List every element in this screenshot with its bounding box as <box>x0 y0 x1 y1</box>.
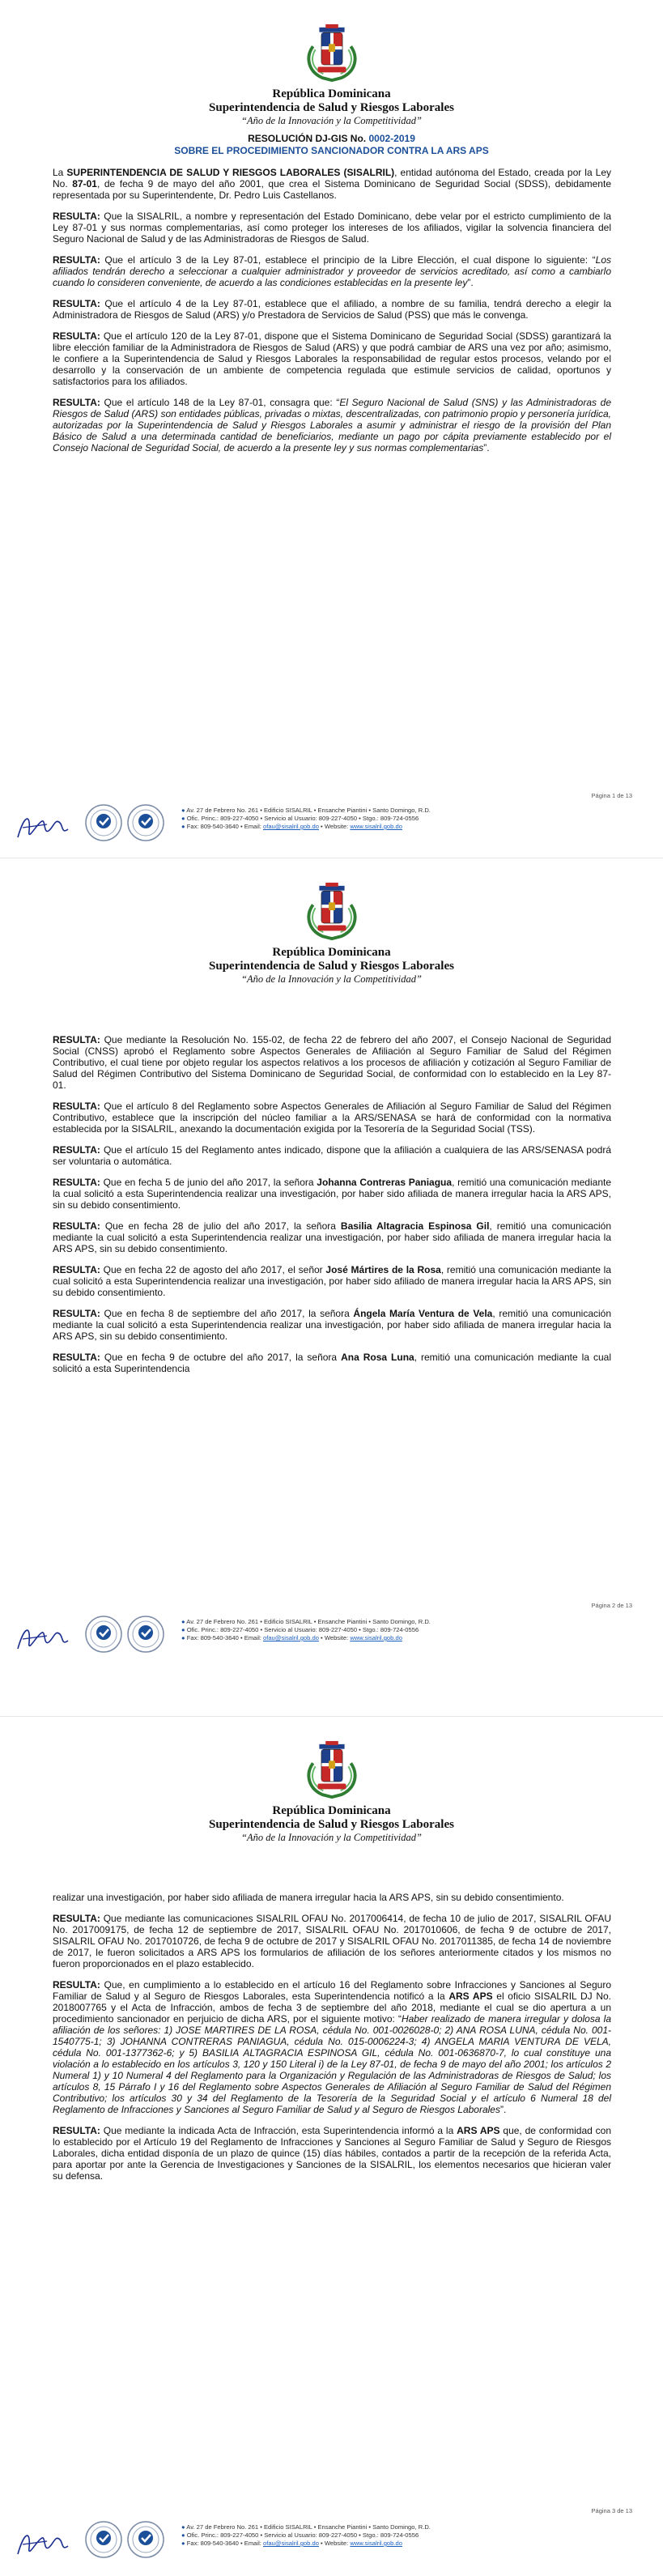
contact-info: ● Av. 27 de Febrero No. 261 • Edificio SISALRIL • Ensanche Piantini • Santo Domingo, R.D. ● Ofic. Princ.: 809-227-4050 • Servicio al Usuario: 809-227-4050 • Stgo.: 809-724-0556 ● Fax: 809-540-3640 • Email: ofau@sisalril.gob.do • Website: www.sisalril.gob.do <box>181 1618 431 1641</box>
resolution-title <box>0 133 663 157</box>
coat-of-arms-icon <box>301 881 363 941</box>
page-body <box>53 1034 611 1384</box>
agency-name: Superintendencia de Salud y Riesgos Laborales <box>209 101 454 114</box>
document-page-1 <box>0 0 663 858</box>
iqnet-seal-icon <box>126 803 165 842</box>
footer-phones: Ofic. Princ.: 809-227-4050 • Servicio al Usuario: 809-227-4050 • Stgo.: 809-724-0556 <box>186 2531 419 2539</box>
year-motto: “Año de la Innovación y la Competitividad” <box>241 973 422 985</box>
signature-icon <box>15 2523 71 2564</box>
website-link[interactable]: www.sisalril.gob.do <box>350 2540 402 2547</box>
contact-info: ● Av. 27 de Febrero No. 261 • Edificio SISALRIL • Ensanche Piantini • Santo Domingo, R.D. ● Ofic. Princ.: 809-227-4050 • Servicio al Usuario: 809-227-4050 • Stgo.: 809-724-0556 ● Fax: 809-540-3640 • Email: ofau@sisalril.gob.do • Website: www.sisalril.gob.do <box>181 2523 431 2547</box>
website-link[interactable]: www.sisalril.gob.do <box>350 1634 402 1641</box>
republic-name: República Dominicana <box>272 1804 391 1817</box>
certification-seal-icon <box>84 1615 123 1654</box>
paragraph: RESULTA: Que en fecha 5 de junio del año 2017, la señora Johanna Contreras Paniagua, remitió una comunicación mediante la cual solicitó a esta Superintendencia realizar una investigación, por haber sido afiliada de manera irregular hacia la ARS APS, sin su debido consentimiento. <box>53 1177 611 1211</box>
website-link[interactable]: www.sisalril.gob.do <box>350 823 402 830</box>
footer-phones: Ofic. Princ.: 809-227-4050 • Servicio al Usuario: 809-227-4050 • Stgo.: 809-724-0556 <box>186 1626 419 1633</box>
certification-seal-icon <box>84 803 123 842</box>
page-header <box>0 23 663 127</box>
page-number: Página 3 de 13 <box>591 2507 632 2514</box>
page-header <box>0 1739 663 1844</box>
document-page-2 <box>0 858 663 1717</box>
iqnet-seal-icon <box>126 1615 165 1654</box>
paragraph: RESULTA: Que el artículo 4 de la Ley 87-01, establece que el afiliado, a nombre de su familia, tendrá derecho a elegir la Administradora de Riesgos de Salud (ARS) y/o Prestadora de Servicios de Salud (PSS) que más le convenga. <box>53 298 611 321</box>
page-body <box>53 167 611 463</box>
paragraph: RESULTA: Que la SISALRIL, a nombre y representación del Estado Dominicano, debe velar por el estricto cumplimiento de la Ley 87-01 y sus normas complementarias, así como proteger los intereses de los afiliados, vigilar la solvencia financiera del Seguro Nacional de Salud y de las Administradoras de Riesgos de Salud. <box>53 211 611 245</box>
signature-icon <box>15 1618 71 1658</box>
footer-fax: Fax: 809-540-3640 • Email: <box>186 823 261 830</box>
page-body <box>53 1892 611 2191</box>
paragraph: RESULTA: Que mediante las comunicaciones SISALRIL OFAU No. 2017006414, de fecha 10 de julio de 2017, SISALRIL OFAU No. 2017009175, de fecha 12 de septiembre de 2017, SISALRIL OFAU No. 2017010606, de fecha 9 de octubre de 2017, SISALRIL OFAU No. 2017010726, de fecha 9 de octubre de 2017 y SISALRIL OFAU No. 2017011385, de fecha 14 de noviembre de 2017, le fueron solicitados a ARS APS los formularios de afiliación de los señores anteriormente citados y los mismos no fueron proporcionados en el plazo establecido. <box>53 1913 611 1969</box>
website-label: • Website: <box>321 823 349 830</box>
paragraph: RESULTA: Que el artículo 148 de la Ley 87-01, consagra que: “El Seguro Nacional de Salud (SNS) y las Administradoras de Riesgos de Salud (ARS) son entidades públicas, privadas o mixtas, descentralizadas, con patrimonio propio y personería jurídica, autorizadas por la Superintendencia de Salud y Riesgos Laborales a asumir y administrar el riesgo de la provisión del Plan Básico de Salud a una determinada cantidad de beneficiarios, mediante un pago por cápita previamente establecido por el Consejo Nacional de Seguridad Social, de acuerdo a la presente ley y sus normas complementarias”. <box>53 397 611 453</box>
footer-fax: Fax: 809-540-3640 • Email: <box>186 2540 261 2547</box>
paragraph: RESULTA: Que en fecha 9 de octubre del año 2017, la señora Ana Rosa Luna, remitió una comunicación mediante la cual solicitó a esta Superintendencia <box>53 1352 611 1374</box>
paragraph: realizar una investigación, por haber sido afiliada de manera irregular hacia la ARS APS, sin su debido consentimiento. <box>53 1892 564 1903</box>
page-number: Página 2 de 13 <box>591 1602 632 1609</box>
paragraph: RESULTA: Que mediante la indicada Acta de Infracción, esta Superintendencia informó a la ARS APS que, de conformidad con lo establecido por el Artículo 19 del Reglamento de Infracciones y Sanciones al Seguro Familiar de Salud y Seguro de Riesgos Laborales, dicha entidad disponía de un plazo de quince (15) días hábiles, contados a partir de la recepción de la referida Acta, para aportar por ante la Gerencia de Investigaciones y Sanciones de la SISALRIL, los elementos necesarios que hicieran valer su defensa. <box>53 2125 612 2182</box>
paragraph: RESULTA: Que el artículo 8 del Reglamento sobre Aspectos Generales de Afiliación al Seguro Familiar de Salud del Régimen Contributivo, establece que la inscripción del núcleo familiar a la ARS/SENASA se hará de conformidad con la normativa establecida por la SISALRIL, anexando la documentación exigida por la Tesorería de la Seguridad Social (TSS). <box>53 1101 611 1135</box>
email-link[interactable]: ofau@sisalril.gob.do <box>263 823 319 830</box>
coat-of-arms-icon <box>301 23 363 83</box>
paragraph: RESULTA: Que el artículo 3 de la Ley 87-01, establece el principio de la Libre Elección, el cual dispone lo siguiente: “Los afiliados tendrán derecho a seleccionar a cualquier administrador y proveedor de servicios acreditado, así como a cambiarlo cuando lo consideren conveniente, de acuerdo a las condiciones establecidas en la presente ley”. <box>53 254 611 288</box>
page-footer <box>0 1610 663 1667</box>
year-motto: “Año de la Innovación y la Competitividad” <box>241 1832 422 1843</box>
website-label: • Website: <box>321 2540 349 2547</box>
footer-address: Av. 27 de Febrero No. 261 • Edificio SISALRIL • Ensanche Piantini • Santo Domingo, R.D. <box>186 1618 431 1625</box>
contact-info: ● Av. 27 de Febrero No. 261 • Edificio SISALRIL • Ensanche Piantini • Santo Domingo, R.D. ● Ofic. Princ.: 809-227-4050 • Servicio al Usuario: 809-227-4050 • Stgo.: 809-724-0556 ● Fax: 809-540-3640 • Email: ofau@sisalril.gob.do • Website: www.sisalril.gob.do <box>181 807 431 830</box>
page-number: Página 1 de 13 <box>591 792 632 799</box>
website-label: • Website: <box>321 1634 349 1641</box>
document-page-3 <box>0 1717 663 2575</box>
email-link[interactable]: ofau@sisalril.gob.do <box>263 2540 319 2547</box>
certification-seal-icon <box>84 2520 123 2559</box>
signature-icon <box>15 807 71 847</box>
agency-name: Superintendencia de Salud y Riesgos Laborales <box>209 1818 454 1831</box>
paragraph: La SUPERINTENDENCIA DE SALUD Y RIESGOS LABORALES (SISALRIL), entidad autónoma del Estado, creada por la Ley No. 87-01, de fecha 9 de mayo del año 2001, que crea el Sistema Dominicano de Seguridad Social (SDSS), debidamente representada por su Superintendente, Dr. Pedro Luis Castellanos. <box>53 167 612 201</box>
resolution-number: 0002-2019 <box>368 133 415 144</box>
coat-of-arms-icon <box>301 1739 363 1799</box>
year-motto: “Año de la Innovación y la Competitividad” <box>241 115 422 126</box>
footer-phones: Ofic. Princ.: 809-227-4050 • Servicio al Usuario: 809-227-4050 • Stgo.: 809-724-0556 <box>186 815 419 822</box>
page-footer <box>0 2515 663 2572</box>
iqnet-seal-icon <box>126 2520 165 2559</box>
email-link[interactable]: ofau@sisalril.gob.do <box>263 1634 319 1641</box>
resolution-title-prefix: RESOLUCIÓN DJ-GIS No. <box>248 133 367 144</box>
republic-name: República Dominicana <box>272 87 391 100</box>
republic-name: República Dominicana <box>272 946 391 959</box>
page-header <box>0 881 663 986</box>
paragraph: RESULTA: Que mediante la Resolución No. 155-02, de fecha 22 de febrero del año 2007, el Consejo Nacional de Seguridad Social (CNSS) aprobó el Reglamento sobre Aspectos Generales de Afiliación al Seguro Familiar de Salud del Régimen Contributivo, el cual tiene por objeto regular los aspectos relativos a los procesos de afiliación y cotización al Seguro Familiar de Salud del Régimen Contributivo del Sistema Dominicano de Seguridad Social, de conformidad con lo establecido en la Ley 87-01. <box>53 1034 611 1091</box>
paragraph: RESULTA: Que en fecha 22 de agosto del año 2017, el señor José Mártires de la Rosa, remitió una comunicación mediante la cual solicitó a esta Superintendencia realizar una investigación, por haber sido afiliado de manera irregular hacia la ARS APS, sin su debido consentimiento. <box>53 1264 612 1298</box>
paragraph: RESULTA: Que el artículo 120 de la Ley 87-01, dispone que el Sistema Dominicano de Seguridad Social (SDSS) garantizará la libre elección familiar de la Administradora de Riesgos de Salud (ARS) y que podrá cambiar de ARS una vez por año; asimismo, le confiere a la Superintendencia de Salud y Riesgos Laborales la responsabilidad de regular estos procesos, velando por el desarrollo y la conservación de un ambiente de competencia regulada que estimule servicios de calidad, oportunos y satisfactorios para los afiliados. <box>53 330 611 387</box>
footer-fax: Fax: 809-540-3640 • Email: <box>186 1634 261 1641</box>
resolution-subtitle: SOBRE EL PROCEDIMIENTO SANCIONADOR CONTRA LA ARS APS <box>174 145 489 156</box>
paragraph: RESULTA: Que en fecha 28 de julio del año 2017, la señora Basilia Altagracia Espinosa Gil, remitió una comunicación mediante la cual solicitó a esta Superintendencia realizar una investigación, por haber sido afiliada de manera irregular hacia la ARS APS, sin su debido consentimiento. <box>53 1220 612 1254</box>
page-footer <box>0 798 663 855</box>
footer-address: Av. 27 de Febrero No. 261 • Edificio SISALRIL • Ensanche Piantini • Santo Domingo, R.D. <box>186 2523 431 2531</box>
paragraph: RESULTA: Que en fecha 8 de septiembre del año 2017, la señora Ángela María Ventura de Vela, remitió una comunicación mediante la cual solicitó a esta Superintendencia realizar una investigación, por haber sido afiliada de manera irregular hacia la ARS APS, sin su debido consentimiento. <box>53 1308 612 1342</box>
agency-name: Superintendencia de Salud y Riesgos Laborales <box>209 960 454 973</box>
paragraph: RESULTA: Que, en cumplimiento a lo establecido en el artículo 16 del Reglamento sobre Infracciones y Sanciones al Seguro Familiar de Salud y al Seguro de Riesgos Laborales, esta Superintendencia notificó a la ARS APS el oficio SISALRIL DJ No. 2018007765 y el Acta de Infracción, ambos de fecha 3 de septiembre del año 2018, mediante el cual se dio apertura a un procedimiento sancionador en perjuicio de dicha ARS, por el siguiente motivo: “Haber realizado de manera irregular y dolosa la afiliación de los señores: 1) JOSE MARTIRES DE LA ROSA, cédula No. 001-0026028-0; 2) ANA ROSA LUNA, cédula No. 001-1540775-1; 3) JOHANNA CONTRERAS PANIAGUA, cédula No. 015-0006224-3; 4) ANGELA MARIA VENTURA DE VELA, cédula No. 001-1377362-6; y 5) BASILIA ALTAGRACIA ESPINOSA GIL, cédula No. 001-0636870-7, lo cual constituye una violación a lo establecido en los artículos 3, 120 y 150 Literal i) de la Ley 87-01, de fecha 9 de mayo del año 2001; los artículos 2 Numeral 1) y 10 Numeral 4 del Reglamento para la Organización y Regulación de las Administradoras de Riesgos de Salud; los artículos 8, 15 Párrafo I y 16 del Reglamento sobre Aspectos Generales de Afiliación al Seguro Familiar de Salud del Régimen Contributivo; los artículos 30 y 34 del Reglamento de la Tesorería de la Seguridad Social y el artículo 6 Numeral 18 del Reglamento de Infracciones y Sanciones al Seguro Familiar de Salud y al Seguro de Riesgos Laborales”. <box>53 1979 611 2115</box>
footer-address: Av. 27 de Febrero No. 261 • Edificio SISALRIL • Ensanche Piantini • Santo Domingo, R.D. <box>186 807 431 814</box>
paragraph: RESULTA: Que el artículo 15 del Reglamento antes indicado, dispone que la afiliación a cualquiera de las ARS/SENASA podrá ser voluntaria o automática. <box>53 1144 611 1167</box>
